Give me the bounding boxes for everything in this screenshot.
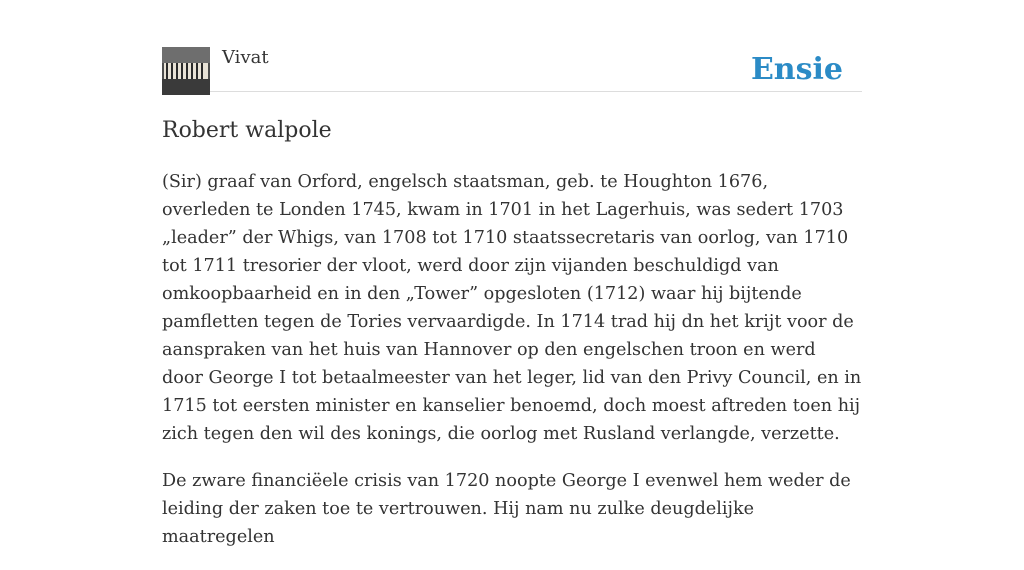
source-name[interactable]: Vivat bbox=[222, 47, 269, 68]
source-avatar[interactable] bbox=[162, 47, 210, 95]
brand-logo-link[interactable]: Ensie bbox=[750, 52, 843, 87]
article-paragraph: De zware financiëele crisis van 1720 noopte George I evenwel hem weder de leiding der zaken toe te vertrouwen. Hij nam nu zulke deugdelijke maatregelen bbox=[162, 471, 851, 547]
article-title: Robert walpole bbox=[162, 118, 332, 143]
page-header bbox=[162, 0, 862, 92]
books-image-icon bbox=[162, 47, 210, 95]
article-page bbox=[162, 0, 862, 547]
article-paragraph: (Sir) graaf van Orford, engelsch staatsman, geb. te Houghton 1676, overleden te Londen 1745, kwam in 1701 in het Lagerhuis, was sedert 1703 „leader” der Whigs, van 1708 tot 1710 staatssecretaris van oorlog, van 1710 tot 1711 tresorier der vloot, werd door zijn vijanden beschuldigd van omkoopbaarheid en in den „Tower” opgesloten (1712) waar hij bijtende pamfletten tegen de Tories vervaardigde. In 1714 trad hij dn het krijt voor de aanspraken van het huis van Hannover op den engelschen troon en werd door George I tot betaalmeester van het leger, lid van den Privy Council, en in 1715 tot eersten minister en kanselier benoemd, doch moest aftreden toen hij zich tegen den wil des konings, die oorlog met Rusland verlangde, verzette. bbox=[162, 172, 862, 444]
article-body bbox=[162, 168, 862, 570]
